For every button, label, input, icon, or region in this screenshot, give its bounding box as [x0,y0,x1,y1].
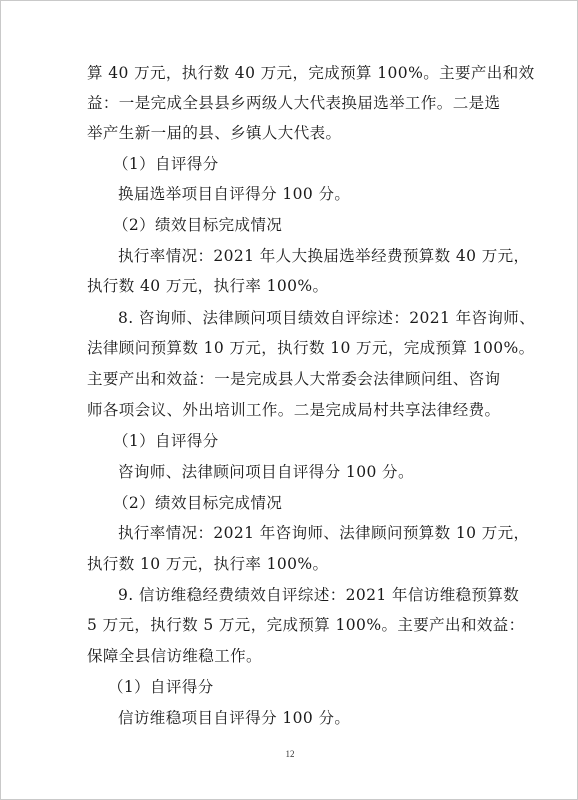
text-line: 执行数 10 万元，执行率 100%。 [87,555,329,573]
section-heading-9: 9. 信访维稳经费绩效自评综述：2021 年信访维稳预算数 [118,586,520,604]
text-line: 益：一是完成全县县乡两级人大代表换届选举工作。二是选 [87,94,501,112]
subheading-goal-completion: （2）绩效目标完成情况 [113,216,283,234]
section-heading-8: 8. 咨询师、法律顾问项目绩效自评综述：2021 年咨询师、 [118,309,536,327]
text-line: 算 40 万元，执行数 40 万元，完成预算 100%。主要产出和效 [87,64,535,82]
page-number: 12 [285,749,295,759]
text-line: 5 万元，执行数 5 万元，完成预算 100%。主要产出和效益： [87,616,525,634]
subheading-self-score: （1）自评得分 [108,678,214,696]
text-line: 执行率情况：2021 年人大换届选举经费预算数 40 万元， [118,247,530,265]
text-line: 信访维稳项目自评得分 100 分。 [118,709,351,727]
subheading-goal-completion: （2）绩效目标完成情况 [113,494,283,512]
text-line: 保障全县信访维稳工作。 [87,647,262,665]
subheading-self-score: （1）自评得分 [113,155,219,173]
text-line: 执行率情况：2021 年咨询师、法律顾问预算数 10 万元， [118,524,530,542]
text-line: 举产生新一届的县、乡镇人大代表。 [87,124,342,142]
text-line: 法律顾问预算数 10 万元，执行数 10 万元，完成预算 100%。 [87,339,535,357]
text-line: 换届选举项目自评得分 100 分。 [118,185,351,203]
text-line: 咨询师、法律顾问项目自评得分 100 分。 [118,463,414,481]
text-line: 主要产出和效益：一是完成县人大常委会法律顾问组、咨询 [87,370,501,388]
subheading-self-score: （1）自评得分 [113,432,219,450]
text-line: 师各项会议、外出培训工作。二是完成局村共享法律经费。 [87,401,501,419]
text-line: 执行数 40 万元，执行率 100%。 [87,277,329,295]
